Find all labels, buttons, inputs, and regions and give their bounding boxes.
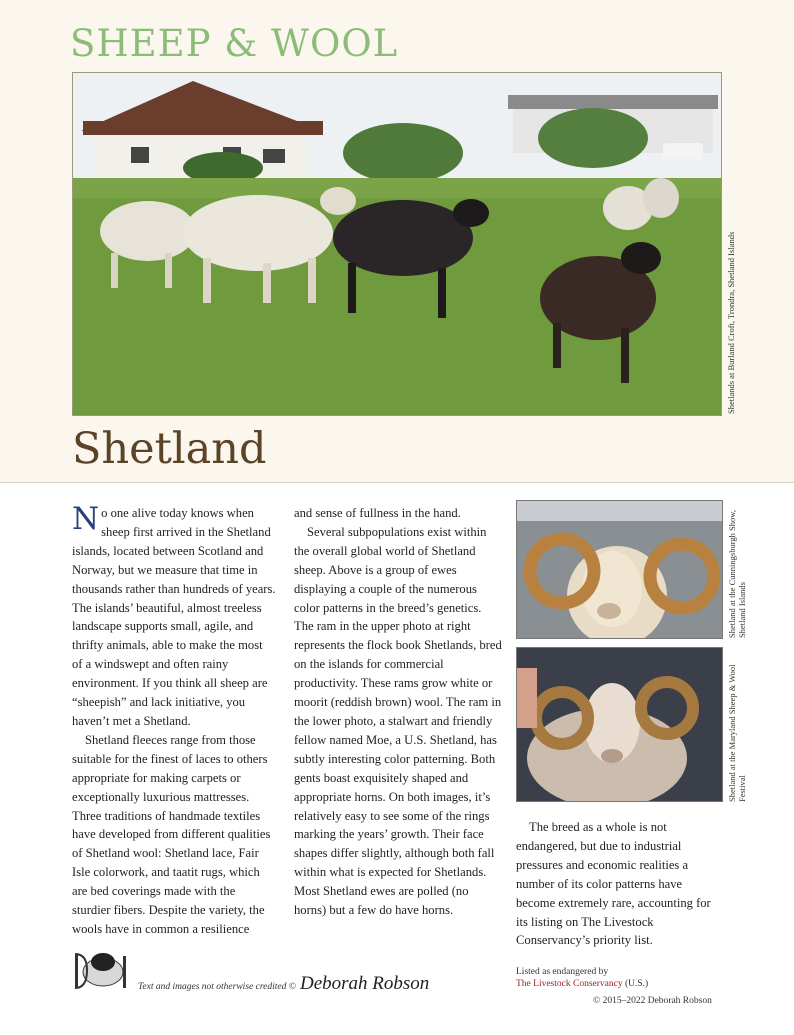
body-column-2 bbox=[294, 504, 502, 920]
footer-credit bbox=[138, 973, 429, 995]
ram-illustration bbox=[517, 501, 722, 638]
main-photo-caption: Shetlands at Burland Croft, Trondra, Shetland Islands bbox=[726, 231, 736, 414]
main-photo-sheep-field bbox=[72, 72, 722, 416]
listed-label: Listed as endangered by bbox=[516, 967, 609, 977]
paragraph bbox=[72, 501, 276, 731]
top-right-photo-caption bbox=[727, 498, 747, 638]
ram-photo-maryland bbox=[516, 647, 723, 802]
paragraph: The breed as a whole is not endangered, but due to industrial pressures and economic realities a number of its color patterns have become extremely rare, accounting for its listing on The Livestock Conservancy’s priority list. bbox=[516, 820, 711, 948]
caption-text: Shetland at the Maryland Sheep & Wool Festival bbox=[727, 664, 747, 802]
sheep-field-illustration bbox=[73, 73, 721, 415]
body-column-3 bbox=[516, 818, 722, 950]
ram-illustration bbox=[517, 648, 722, 801]
paragraph: Several subpopulations exist within the overall global world of Shetland sheep. Above is a group of ewes displaying a couple of the numerous color patterns in the breed’s genetics. The ram in the upper photo at right represents the flock book Shetlands, bred on the islands for commercial productivity. These rams grow white or moorit (reddish brown) wool. The ram in the lower photo, a stalwart and friendly fellow named Moe, a U.S. Shetland, has subtly interesting color patterning. Both gents boast exquisitely shaped and appropriate horns. On both images, it’s relatively easy to see some of the rings marking the years’ growth. Their face shapes differ slightly, although both fall within what is expected for Shetlands. Most Shetland ewes are polled (no horns) but a few do have horns. bbox=[294, 524, 502, 918]
paragraph-text: o one alive today knows when sheep first arrived in the Shetland islands, located between Scotland and Norway, but we measure that time in thousands rather than hundreds of years. The islands’ beautiful, almost treeless landscape supports small, agile, and thrifty animals, able to make the most of a windswept and often rainy environment. If you think all sheep are “sheepish” and lack initiative, you haven’t met a Shetland. bbox=[72, 506, 276, 728]
body-column-1 bbox=[72, 501, 276, 939]
paragraph: Shetland fleeces range from those suitable for the finest of laces to others appropriate for making carpets or exceptionally luxurious mattresses. Three traditions of handmade textiles have developed from different qualities of Shetland wool: Shetland lace, Fair Isle colorwork, and taatit rugs, which are bed coverings made with the sturdier fibers. Despite the variety, the wools have in common a resilience bbox=[72, 732, 271, 936]
bottom-right-photo-caption bbox=[727, 647, 747, 802]
breed-title: Shetland bbox=[72, 424, 267, 474]
author-name: Deborah Robson bbox=[299, 973, 430, 994]
credit-text: Text and images not otherwise credited © bbox=[138, 982, 296, 992]
drop-cap: N bbox=[72, 501, 100, 537]
ram-photo-cunningsburgh bbox=[516, 500, 723, 639]
section-title: SHEEP & WOOL bbox=[70, 22, 399, 65]
endangered-listing bbox=[516, 966, 648, 990]
caption-text: Shetland at the Cunningsburgh Show, Shetland Islands bbox=[727, 510, 747, 638]
copyright: © 2015–2022 Deborah Robson bbox=[593, 996, 712, 1006]
sheep-logo-icon bbox=[73, 948, 129, 990]
listed-suffix: (U.S.) bbox=[624, 979, 649, 989]
paragraph: and sense of fullness in the hand. bbox=[294, 506, 461, 520]
conservancy-link[interactable]: The Livestock Conservancy bbox=[516, 979, 623, 989]
